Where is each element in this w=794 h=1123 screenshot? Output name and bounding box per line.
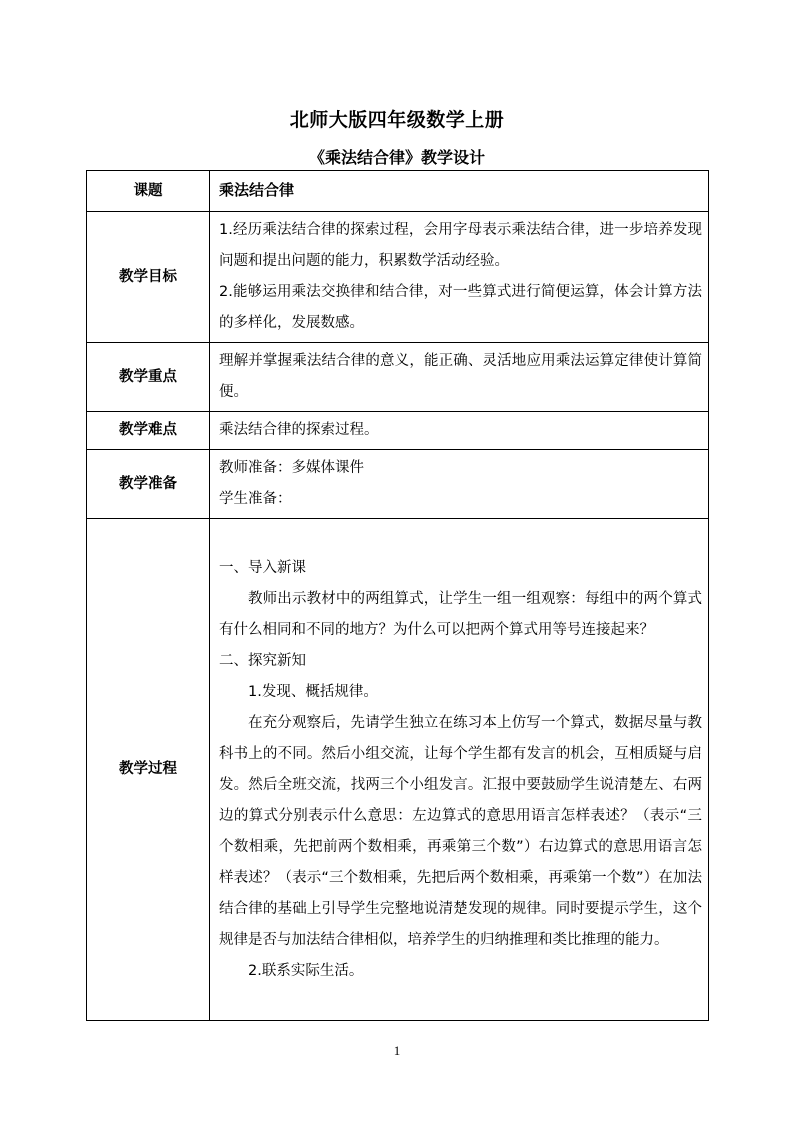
document-title: 北师大版四年级数学上册 bbox=[289, 109, 505, 131]
topic-label: 课题 bbox=[87, 171, 210, 212]
key-points-cell bbox=[210, 343, 709, 412]
lesson-plan-table bbox=[86, 170, 709, 1021]
section-1-text: 教师出示教材中的两组算式，让学生一组一组观察：每组中的两个算式有什么相同和不同的地方？为什么可以把两个算式用等号连接起来？ bbox=[219, 590, 702, 638]
teacher-preparation: 教师准备：多媒体课件 bbox=[219, 460, 364, 476]
preparation-label: 教学准备 bbox=[87, 450, 210, 519]
student-preparation: 学生准备： bbox=[219, 491, 292, 507]
page-number: 1 bbox=[393, 1043, 401, 1058]
key-points-text: 理解并掌握乘法结合律的意义，能正确、灵活地应用乘法运算定律使计算简便。 bbox=[219, 353, 702, 400]
topic-value: 乘法结合律 bbox=[219, 181, 295, 199]
row-topic bbox=[87, 171, 709, 212]
section-1-title: 一、导入新课 bbox=[219, 559, 306, 576]
step-1-title: 1.发现、概括规律。 bbox=[248, 683, 378, 700]
key-points-label: 教学重点 bbox=[87, 343, 210, 412]
step-1-text: 在充分观察后，先请学生独立在练习本上仿写一个算式，数据尽量与教科书上的不同。然后小组交流，让每个学生都有发言的机会，互相质疑与启发。然后全班交流，找两三个小组发言。汇报中要鼓励学生说清楚左、右两边的算式分别表示什么意思：左边算式的意思用语言怎样表述？（表示“三个数相乘，先把前两个数相乘，再乘第三个数”）右边算式的意思用语言怎样表述？（表示“三个数相乘，先把后两个数相乘，再乘第一个数”）在加法结合律的基础上引导学生完整地说清楚发现的规律。同时要提示学生，这个规律是否与加法结合律相似，培养学生的归纳推理和类比推理的能力。 bbox=[219, 714, 702, 948]
difficulties-text: 乘法结合律的探索过程。 bbox=[219, 422, 379, 438]
preparation-cell bbox=[210, 450, 709, 519]
objective-item-2: 2.能够运用乘法交换律和结合律，对一些算式进行简便运算，体会计算方法的多样化，发展数感。 bbox=[219, 284, 702, 331]
row-preparation bbox=[87, 450, 709, 519]
document-subtitle: 《乘法结合律》教学设计 bbox=[308, 148, 485, 167]
objectives-cell bbox=[210, 212, 709, 343]
objectives-label: 教学目标 bbox=[87, 212, 210, 343]
difficulties-cell bbox=[210, 412, 709, 450]
row-objectives bbox=[87, 212, 709, 343]
section-2-title: 二、探究新知 bbox=[219, 652, 306, 669]
topic-cell bbox=[210, 171, 709, 212]
row-process bbox=[87, 519, 709, 1021]
process-label: 教学过程 bbox=[87, 519, 210, 1021]
row-difficulties bbox=[87, 412, 709, 450]
row-key-points bbox=[87, 343, 709, 412]
objective-item-1: 1.经历乘法结合律的探索过程，会用字母表示乘法结合律，进一步培养发现问题和提出问题的能力，积累数学活动经验。 bbox=[219, 222, 702, 269]
step-2-title: 2.联系实际生活。 bbox=[248, 962, 364, 979]
difficulties-label: 教学难点 bbox=[87, 412, 210, 450]
process-cell bbox=[210, 519, 709, 1021]
